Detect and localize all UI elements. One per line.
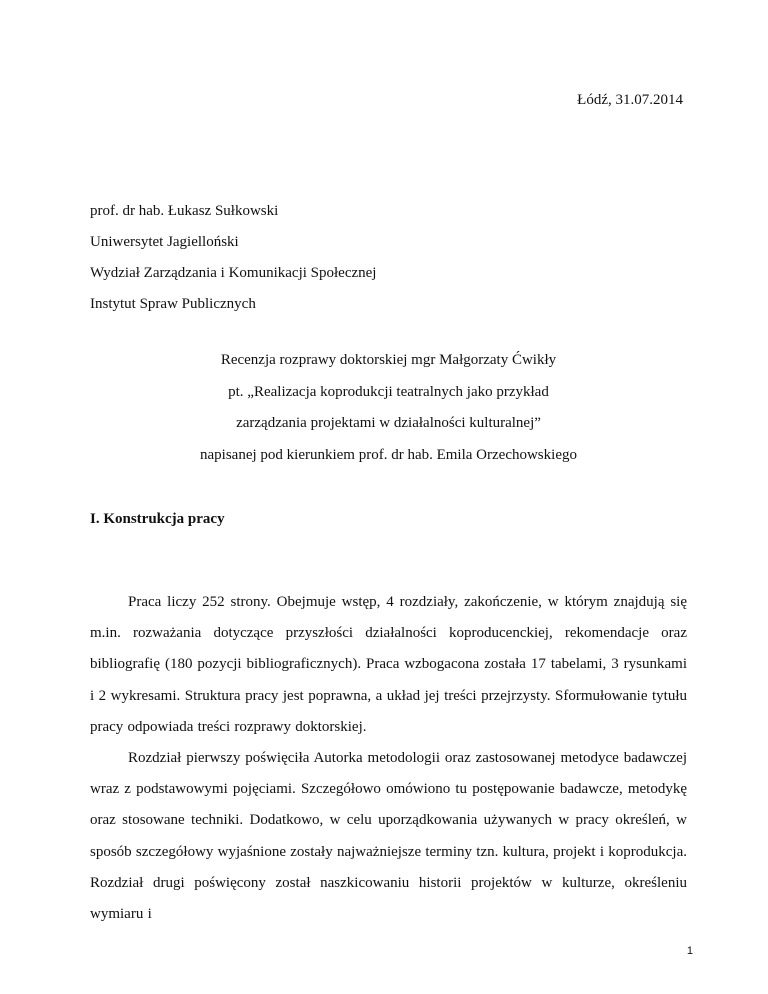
page-number: 1	[686, 945, 693, 957]
title-line-3: zarządzania projektami w działalności kulturalnej”	[236, 415, 541, 431]
section-heading: I. Konstrukcja pracy	[90, 511, 225, 527]
reviewer-faculty: Wydział Zarządzania i Komunikacji Społecznej	[90, 265, 377, 281]
review-title	[90, 345, 687, 471]
title-line-1: Recenzja rozprawy doktorskiej mgr Małgorzaty Ćwikły	[220, 352, 557, 368]
date-line: Łódź, 31.07.2014	[577, 92, 683, 108]
reviewer-address-block	[90, 196, 376, 320]
title-line-2: pt. „Realizacja koprodukcji teatralnych jako przykład	[228, 383, 549, 400]
paragraph-2: Rozdział pierwszy poświęciła Autorka metodologii oraz zastosowanej metodyce badawczej wraz z podstawowymi pojęciami. Szczegółowo omówiono tu postępowanie badawcze, metodykę oraz stosowane techniki. Dodatkowo, w celu uporządkowania używanych w pracy określeń, w sposób szczegółowy wyjaśnione zostały najważniejsze terminy tzn. kultura, projekt i koprodukcja. Rozdział drugi poświęcony został naszkicowaniu historii projektów w kulturze, określeniu wymiaru i	[90, 750, 687, 923]
paragraph-1: Praca liczy 252 strony. Obejmuje wstęp, 4 rozdziały, zakończenie, w którym znajdują się m.in. rozważania dotyczące przyszłości działalności koproducenckiej, rekomendacje oraz bibliografię (180 pozycji bibliograficznych). Praca wzbogacona została 17 tabelami, 3 rysunkami i 2 wykresami. Struktura pracy jest poprawna, a układ jej treści przejrzysty. Sformułowanie tytułu pracy odpowiada treści rozprawy doktorskiej.	[90, 594, 687, 735]
reviewer-institute: Instytut Spraw Publicznych	[90, 296, 256, 312]
reviewer-university: Uniwersytet Jagielloński	[90, 234, 239, 250]
body-text	[90, 587, 687, 930]
title-line-4: napisanej pod kierunkiem prof. dr hab. Emila Orzechowskiego	[200, 446, 577, 463]
reviewer-name: prof. dr hab. Łukasz Sułkowski	[90, 203, 279, 219]
